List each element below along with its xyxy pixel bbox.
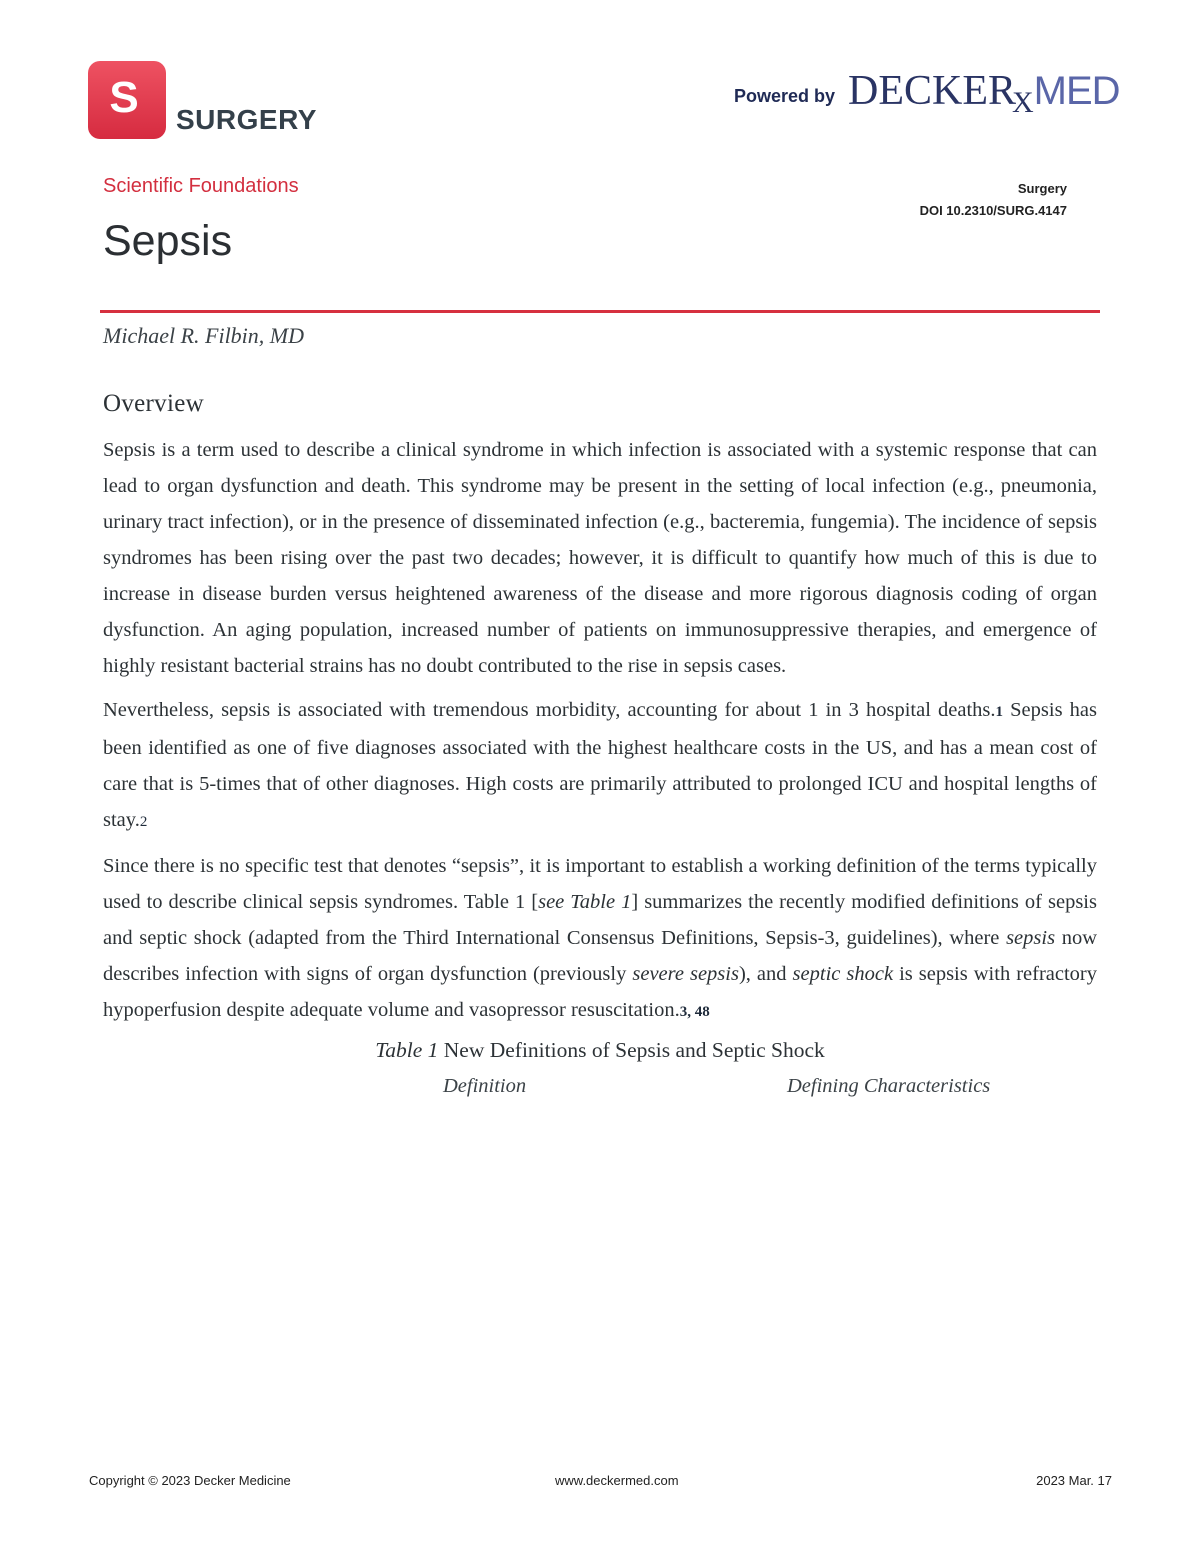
article-body bbox=[103, 390, 1097, 1109]
p3-text-d: ), and bbox=[738, 963, 793, 985]
brand-rx: X bbox=[1012, 86, 1034, 119]
reference-link-2[interactable]: 2 bbox=[139, 814, 148, 830]
table-1-caption bbox=[103, 1038, 1097, 1063]
doi: DOI 10.2310/SURG.4147 bbox=[919, 203, 1067, 218]
surgery-logo-badge bbox=[88, 61, 166, 139]
table-1-title: New Definitions of Sepsis and Septic Shock bbox=[443, 1038, 825, 1062]
p3-text-c: now describes infection with signs of organ dysfunction (previously bbox=[103, 927, 1098, 985]
p3-septic-shock-term: septic shock bbox=[792, 963, 894, 985]
table-col-characteristics: Defining Characteristics bbox=[787, 1075, 991, 1097]
overview-heading: Overview bbox=[103, 390, 204, 417]
brand-med: MED bbox=[1033, 69, 1120, 113]
overview-paragraph-1: Sepsis is a term used to describe a clinical syndrome in which infection is associated with a systemic response that can lead to organ dysfunction and death. This syndrome may be present in the setting of local infection (e.g., pneumonia, urinary tract infection), or in the presence of disseminated infection (e.g., bacteremia, fungemia). The incidence of sepsis syndromes has been rising over the past two decades; however, it is difficult to quantify how much of this is due to increase in disease burden versus heightened awareness of the disease and more rigorous diagnosis coding of organ dysfunction. An aging population, increased number of patients on immunosuppressive therapies, and emergence of highly resistant bacterial strains has no doubt contributed to the rise in sepsis cases. bbox=[103, 439, 1097, 677]
author-byline: Michael R. Filbin, MD bbox=[103, 323, 305, 348]
p3-text-e: is sepsis with refractory hypoperfusion despite adequate volume and vasopressor resuscitation. bbox=[103, 963, 1098, 1021]
journal-name: Surgery bbox=[1017, 181, 1067, 196]
title-divider bbox=[100, 310, 1100, 313]
brand-main: DECKER bbox=[848, 68, 1016, 114]
powered-by-label: Powered by bbox=[734, 86, 836, 106]
surgery-logo-text: SURGERY bbox=[176, 104, 317, 135]
section-label: Scientific Foundations bbox=[103, 175, 299, 197]
overview-paragraph-2 bbox=[103, 692, 1097, 840]
footer-copyright: Copyright © 2023 Decker Medicine bbox=[89, 1473, 291, 1488]
reference-links-3-48[interactable]: 3, 48 bbox=[679, 1004, 710, 1020]
p3-text-b: ] summarizes the recently modified definitions of sepsis and septic shock (adapted from the Third International Consensus Definitions, Sepsis-3, guidelines), where bbox=[103, 891, 1097, 949]
footer-website-link[interactable]: www.deckermed.com bbox=[555, 1473, 679, 1488]
table-1-label: Table 1 bbox=[375, 1038, 439, 1062]
footer-date: 2023 Mar. 17 bbox=[1036, 1473, 1112, 1488]
table-col-definition: Definition bbox=[443, 1075, 527, 1097]
deckermed-logo bbox=[848, 70, 1120, 118]
p3-sepsis-term: sepsis bbox=[1006, 927, 1056, 949]
p3-severe-sepsis-term: severe sepsis bbox=[632, 963, 739, 985]
reference-link-1[interactable]: 1 bbox=[995, 704, 1004, 720]
p3-text-a: Since there is no specific test that denotes “sepsis”, it is important to establish a working definition of the terms typically used to describe clinical sepsis syndromes. Table 1 [ bbox=[103, 855, 1097, 913]
p2-text-a: Nevertheless, sepsis is associated with tremendous morbidity, accounting for about 1 in 3 hospital deaths. bbox=[103, 699, 996, 721]
logo-letter: S bbox=[109, 73, 139, 122]
table-1-header-row bbox=[103, 1069, 1097, 1109]
see-table-1-link[interactable]: see Table 1 bbox=[538, 891, 632, 913]
overview-paragraph-3 bbox=[103, 848, 1097, 1030]
p2-text-b: Sepsis has been identified as one of five diagnoses associated with the highest healthcare costs in the US, and has a mean cost of care that is 5-times that of other diagnoses. High costs are primarily attributed to prolonged ICU and hospital lengths of stay. bbox=[103, 699, 1097, 831]
article-title: Sepsis bbox=[103, 217, 233, 265]
